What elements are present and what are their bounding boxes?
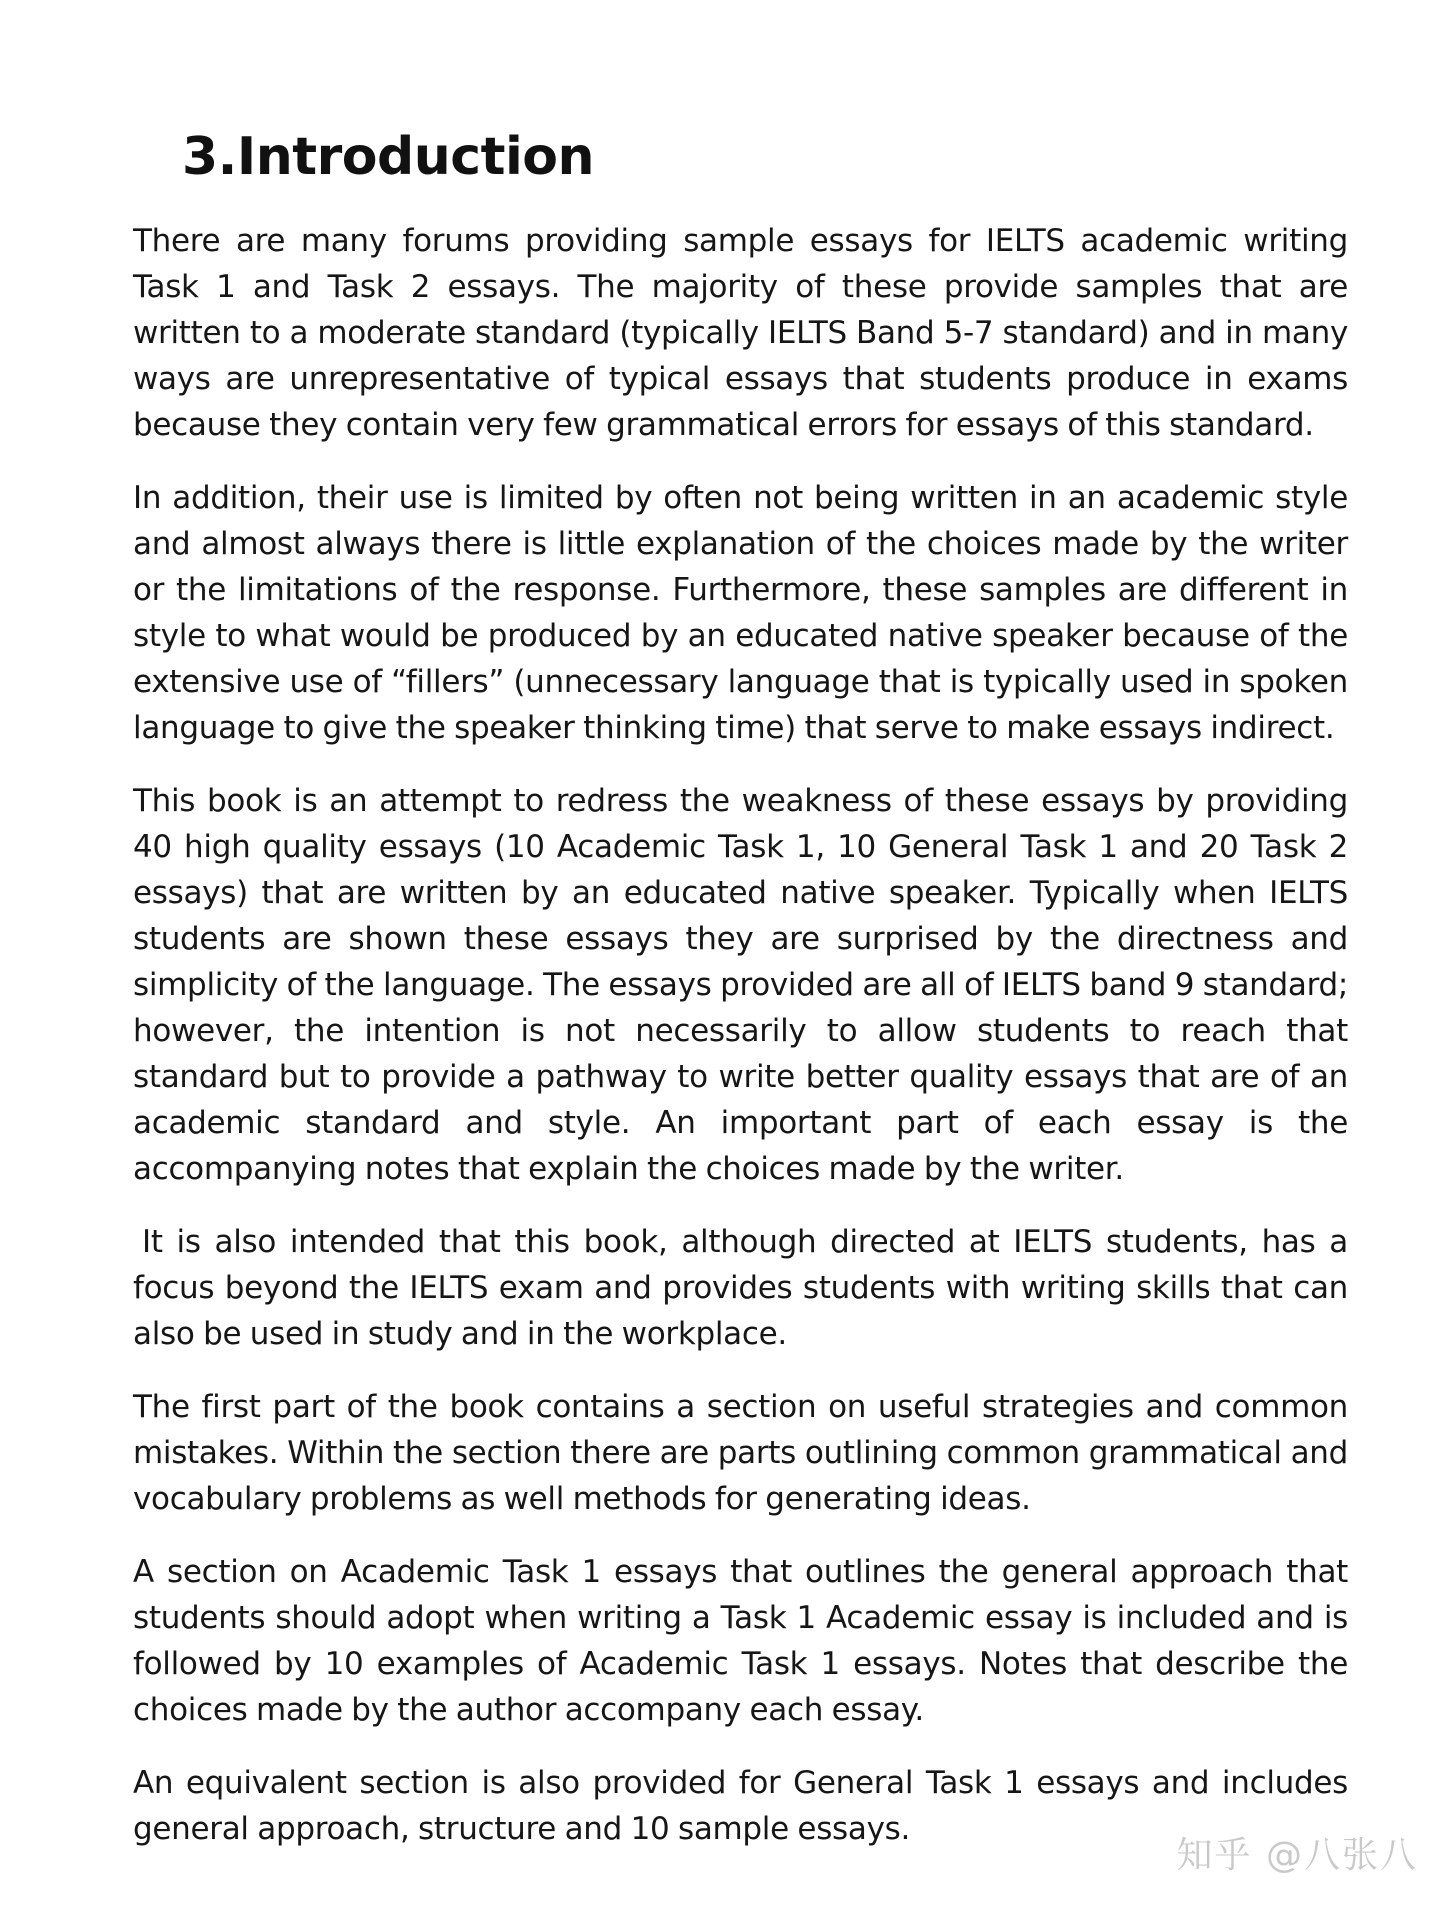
body-text [133,218,1348,1879]
paragraph-3: This book is an attempt to redress the weakness of these essays by providing 40 high quality essays (10 Academic Task 1, 10 General Task 1 and 20 Task 2 essays) that are written by an educated native speaker. Typically when IELTS students are shown these essays they are surprised by the directness and simplicity of the language. The essays provided are all of IELTS band 9 standard; however, the intention is not necessarily to allow students to reach that standard but to provide a pathway to write better quality essays that are of an academic standard and style. An important part of each essay is the accompanying notes that explain the choices made by the writer. [133,783,1348,1187]
paragraph-5: The first part of the book contains a section on useful strategies and common mistakes. Within the section there are parts outlining common grammatical and vocabulary problems as well methods for generating ideas. [133,1389,1348,1517]
zhihu-watermark: 知乎 @八张八 [1176,1835,1418,1876]
paragraph-4: It is also intended that this book, although directed at IELTS students, has a focus beyond the IELTS exam and provides students with writing skills that can also be used in study and in the workplace. [133,1224,1348,1352]
paragraph-6: A section on Academic Task 1 essays that outlines the general approach that students should adopt when writing a Task 1 Academic essay is included and is followed by 10 examples of Academic Task 1 essays. Notes that describe the choices made by the author accompany each essay. [133,1554,1348,1728]
section-heading: 3.Introduction [182,127,595,187]
paragraph-7: An equivalent section is also provided for General Task 1 essays and includes general approach, structure and 10 sample essays. [133,1765,1348,1847]
paragraph-2: In addition, their use is limited by often not being written in an academic style and almost always there is little explanation of the choices made by the writer or the limitations of the response. Furthermore, these samples are different in style to what would be produced by an educated native speaker because of the extensive use of “fillers” (unnecessary language that is typically used in spoken language to give the speaker thinking time) that serve to make essays indirect. [133,480,1348,746]
paragraph-1: There are many forums providing sample essays for IELTS academic writing Task 1 and Task 2 essays. The majority of these provide samples that are written to a moderate standard (typically IELTS Band 5-7 standard) and in many ways are unrepresentative of typical essays that students produce in exams because they contain very few grammatical errors for essays of this standard. [133,223,1348,443]
